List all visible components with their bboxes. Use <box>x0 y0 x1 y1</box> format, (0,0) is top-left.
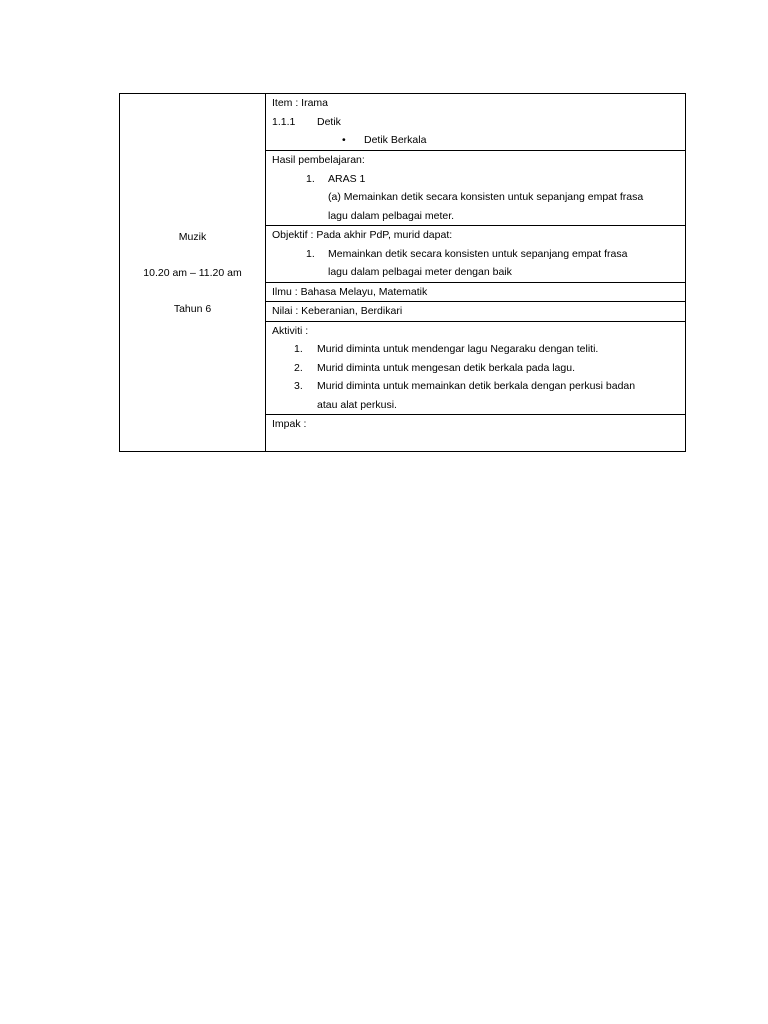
aktiviti-number: 2. <box>294 361 303 374</box>
objektif-line1: Memainkan detik secara konsisten untuk sepanjang empat frasa <box>328 247 628 260</box>
ilmu-cell <box>266 282 686 302</box>
hasil-cell <box>266 151 686 226</box>
impak-label: Impak : <box>272 418 307 430</box>
nilai-text: Nilai : Keberanian, Berdikari <box>272 305 403 317</box>
item-topic-row <box>272 113 679 132</box>
objektif-line2: lagu dalam pelbagai meter dengan baik <box>328 266 512 278</box>
aktiviti-text: Murid diminta untuk mengesan detik berkala pada lagu. <box>317 361 575 374</box>
item-topic: Detik <box>317 115 341 128</box>
aktiviti-number: 3. <box>294 380 303 392</box>
impak-cell <box>266 415 686 452</box>
time-label: 10.20 am – 11.20 am <box>143 266 242 279</box>
item-subtopic: Detik Berkala <box>364 134 427 146</box>
subject-label: Muzik <box>178 230 207 243</box>
list-item <box>272 377 679 396</box>
aktiviti-text: Murid diminta untuk memainkan detik berkala dengan perkusi badan <box>317 380 636 392</box>
objektif-cell <box>266 226 686 283</box>
aktiviti-title: Aktiviti : <box>272 324 309 337</box>
aktiviti-cell <box>266 321 686 415</box>
lesson-info-cell <box>120 94 266 452</box>
list-item <box>272 359 679 378</box>
aktiviti-continuation: atau alat perkusi. <box>317 398 397 411</box>
ilmu-text: Ilmu : Bahasa Melayu, Matematik <box>272 285 428 298</box>
nilai-cell <box>266 302 686 322</box>
table-row <box>120 94 686 151</box>
hasil-title: Hasil pembelajaran: <box>272 154 365 166</box>
hasil-level: ARAS 1 <box>328 172 366 185</box>
objektif-line1-row <box>272 245 679 264</box>
lesson-plan-table <box>119 93 686 452</box>
hasil-line2: lagu dalam pelbagai meter. <box>328 209 455 222</box>
objektif-title: Objektif : Pada akhir PdP, murid dapat: <box>272 229 453 241</box>
hasil-line1: (a) Memainkan detik secara konsisten untuk sepanjang empat frasa <box>328 191 644 203</box>
item-title: Item : Irama <box>272 97 329 109</box>
aktiviti-text: Murid diminta untuk mendengar lagu Negaraku dengan teliti. <box>317 343 599 355</box>
item-cell <box>266 94 686 151</box>
item-subtopic-row <box>272 131 679 150</box>
aktiviti-number: 1. <box>294 343 303 355</box>
hasil-level-row <box>272 170 679 189</box>
list-item <box>272 340 679 359</box>
item-code: 1.1.1 <box>272 115 296 128</box>
objektif-number: 1. <box>306 247 315 260</box>
bullet-icon: • <box>342 134 346 146</box>
hasil-number: 1. <box>306 172 315 185</box>
year-label: Tahun 6 <box>173 302 212 315</box>
